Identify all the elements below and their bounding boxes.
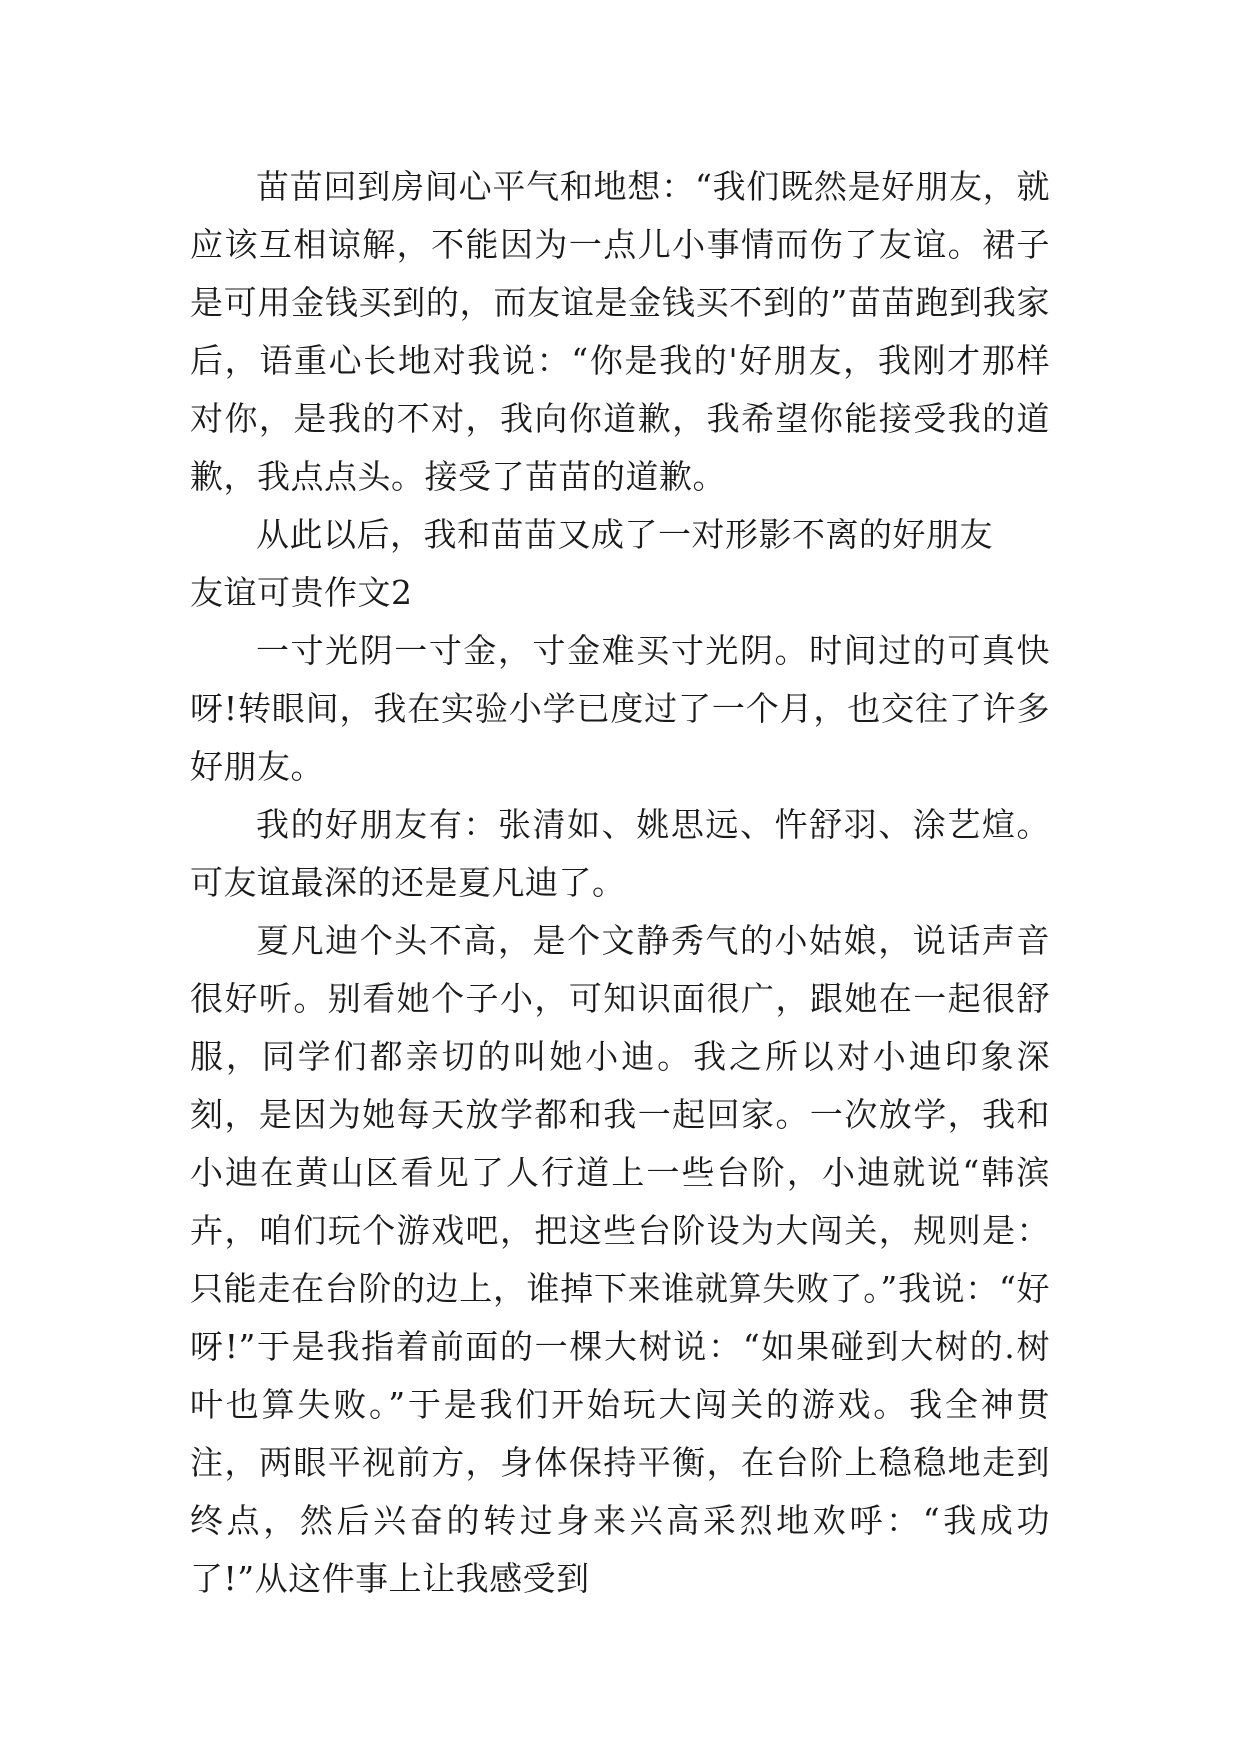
paragraph: 苗苗回到房间心平气和地想：“我们既然是好朋友，就应该互相谅解，不能因为一点儿小事情而伤了友谊。裙子是可用金钱买到的，而友谊是金钱买不到的”苗苗跑到我家后，语重心长地对我说：“你是我的'好朋友，我刚才那样对你，是我的不对，我向你道歉，我希望你能接受我的道歉，我点点头。接受了苗苗的道歉。 bbox=[190, 167, 1050, 496]
paragraph: 从此以后，我和苗苗又成了一对形影不离的好朋友 bbox=[256, 515, 993, 554]
paragraph: 一寸光阴一寸金，寸金难买寸光阴。时间过的可真快呀!转眼间，我在实验小学已度过了一个月，也交往了许多好朋友。 bbox=[190, 631, 1050, 786]
paragraph: 夏凡迪个头不高，是个文静秀气的小姑娘，说话声音很好听。别看她个子小，可知识面很广，跟她在一起很舒服，同学们都亲切的叫她小迪。我之所以对小迪印象深刻，是因为她每天放学都和我一起回家。一次放学，我和小迪在黄山区看见了人行道上一些台阶，小迪就说“韩滨卉，咱们玩个游戏吧，把这些台阶设为大闯关，规则是：只能走在台阶的边上，谁掉下来谁就算失败了。”我说：“好呀!”于是我指着前面的一棵大树说：“如果碰到大树的.树叶也算失败。”于是我们开始玩大闯关的游戏。我全神贯注，两眼平视前方，身体保持平衡，在台阶上稳稳地走到终点，然后兴奋的转过身来兴高采烈地欢呼：“我成功了!”从这件事上让我感受到 bbox=[190, 921, 1050, 1598]
paragraph: 我的好朋友有：张清如、姚思远、忤舒羽、涂艺煊。可友谊最深的还是夏凡迪了。 bbox=[190, 805, 1050, 902]
section-heading: 友谊可贵作文2 bbox=[190, 573, 413, 612]
document-body bbox=[190, 158, 1050, 1608]
